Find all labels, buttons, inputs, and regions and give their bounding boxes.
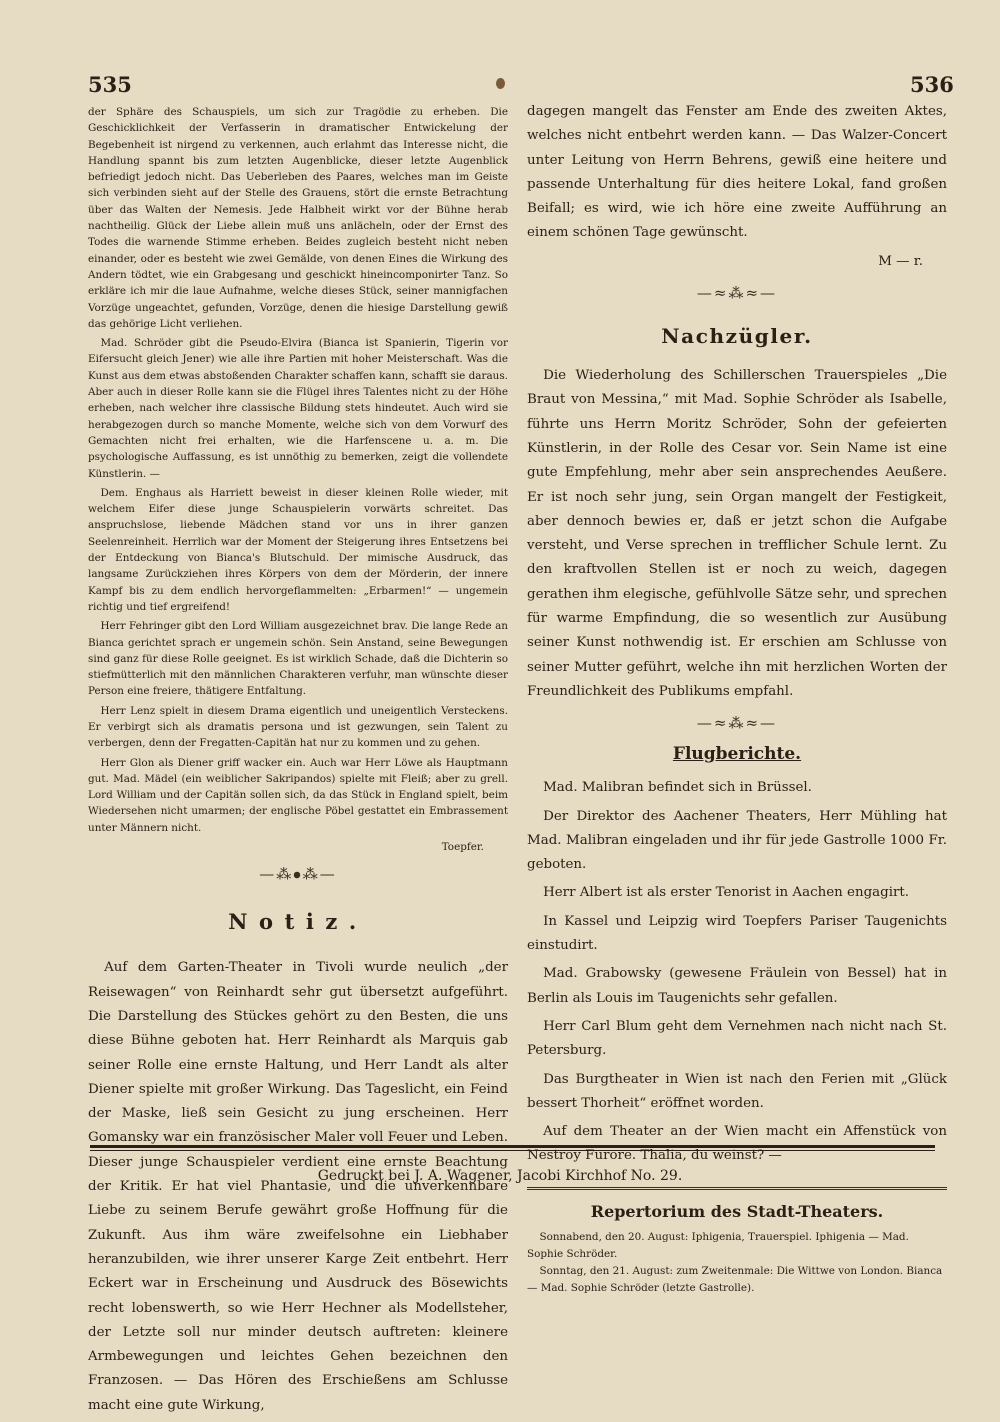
review-paragraph: der Sphäre des Schauspiels, um sich zur Tragödie zu erheben. Die Geschicklichkeit der Verfasserin in dramatischer Entwickelung der Begebenheit ist nirgend zu verkennen, auch erlahmt das Interesse nicht, die Handlung spannt bis zum letzten Augenblicke, dieser letzte Augenblick befriedigt jedoch nicht. Das Ueberleben des Paares, welches man im Geiste sich verbinden sieht auf der Stelle des Grauens, stört die ernste Betrachtung über das Walten der Nemesis. Jede Halbheit wirkt vor der Bühne herab nachtheilig. Glück der Liebe allein muß uns anlächeln, oder der Ernst des Todes die warnende Stimme erheben. Beides zugleich besteht nicht neben einander, oder es besteht wie zwei Gemälde, von denen Eines die Wirkung des Andern tödtet, wie ein Grabgesang und geschickt hineincomponirter Tanz. So erkläre ich mir die laue Aufnahme, welche dieses Stück, seiner mannigfachen Vorzüge ungeachtet, gefunden, Vorzüge, denen die hiesige Darstellung gewiß das gehörige Licht verliehen. bbox=[88, 106, 508, 330]
page-number-right: 536 bbox=[910, 72, 954, 97]
left-column bbox=[88, 104, 508, 1422]
flug-item: Herr Albert ist als erster Tenorist in Aachen engagirt. bbox=[543, 885, 910, 901]
page-number-left: 535 bbox=[88, 72, 132, 97]
right-column bbox=[527, 100, 947, 1297]
review-signature: Toepfer. bbox=[441, 841, 484, 854]
repertorium-entry: Sonntag, den 21. August: zum Zweitenmale: Die Wittwe von London. Bianca — Mad. Sophie Schröder (letzte Gastrolle). bbox=[527, 1264, 943, 1294]
flug-item: Herr Carl Blum geht dem Vernehmen nach nicht nach St. Petersburg. bbox=[527, 1018, 947, 1059]
nachzuegler-heading: Nachzügler. bbox=[661, 324, 813, 349]
repertorium-entry: Sonnabend, den 20. August: Iphigenia, Trauerspiel. Iphigenia — Mad. Sophie Schröder. bbox=[527, 1230, 909, 1260]
printer-imprint: Gedruckt bei J. A. Wagener, Jacobi Kirchhof No. 29. bbox=[317, 1168, 683, 1184]
flug-item: Mad. Malibran befindet sich in Brüssel. bbox=[543, 780, 812, 796]
flug-item: Das Burgtheater in Wien ist nach den Ferien mit „Glück bessert Thorheit“ eröffnet worden. bbox=[527, 1071, 947, 1111]
flug-item: Mad. Grabowsky (gewesene Fräulein von Bessel) hat in Berlin als Louis im Taugenichts sehr gefallen. bbox=[527, 966, 947, 1006]
section-ornament: —≈⁂≈— bbox=[696, 284, 778, 303]
review-paragraph: Herr Glon als Diener griff wacker ein. Auch war Herr Löwe als Hauptmann gut. Mad. Mädel (ein weiblicher Sakripandos) spielte mit Fleiß; aber zu grell. Lord William und der Capitän sollen sich, da das Stück in England spielt, beim Wiedersehen nicht umarmen; der englische Pöbel gestattet ein Embrassement unter Männern nicht. bbox=[88, 756, 508, 834]
footer-rule bbox=[90, 1145, 935, 1151]
flugberichte-heading: Flugberichte. bbox=[672, 744, 802, 765]
notiz-heading: Notiz. bbox=[228, 909, 368, 935]
review-paragraph: Herr Fehringer gibt den Lord William ausgezeichnet brav. Die lange Rede an Bianca gerichtet sprach er ungemein schön. Sein Anstand, seine Bewegungen sind ganz für diese Rolle geeignet. Es ist wirklich Schade, daß die Dichterin so stiefmütterlich mit den männlichen Charakteren verfuhr, man wünschte dieser Person eine freiere, thätigere Entfaltung. bbox=[88, 620, 508, 698]
review-paragraph: Mad. Schröder gibt die Pseudo-Elvira (Bianca ist Spanierin, Tigerin vor Eifersucht gleich Jener) wie alle ihre Partien mit hoher Meisterschaft. Was die Kunst aus dem etwas abstoßenden Charakter schaffen kann, schafft sie daraus. Aber auch in dieser Rolle kann sie die Flügel ihres Talentes nicht zu der Höhe erheben, nach welcher ihre classische Bildung stets hindeutet. Auch wird sie herabgezogen durch so manche Momente, welche sich von dem Vorwurf des Gemachten nicht frei erhalten, wie die Harfenscene u. a. m. Die psychologische Auffassung, es ist unnöthig zu bemerken, zeigt die vollendete Künstlerin. — bbox=[88, 337, 508, 480]
review-paragraph: Herr Lenz spielt in diesem Drama eigentlich und uneigentlich Versteckens. Er verbirgt sich als dramatis persona und ist gezwungen, sein Talent zu verbergen, denn der Fregatten-Capitän hat nur zu kommen und zu gehen. bbox=[88, 704, 508, 750]
section-ornament: —⁂⦁⁂— bbox=[259, 865, 337, 884]
notiz-paragraph: Auf dem Garten-Theater in Tivoli wurde neulich „der Reisewagen“ von Reinhardt sehr gut übersetzt aufgeführt. Die Darstellung des Stückes gehört zu den Besten, die uns diese Bühne geboten hat. Herr Reinhardt als Marquis gab seiner Rolle eine ernste Haltung, und Herr Landt als alter Diener spielte mit großer Wirkung. Das Tageslicht, ein Feind der Maske, ließ sein Gesicht zu jung erscheinen. Herr Gomansky war ein französischer Maler voll Feuer und Leben. Dieser junge Schauspieler verdient eine ernste Beachtung der Kritik. Er hat viel Phantasie, und die unverkennbare Liebe zu seinem Berufe gewährt große Hoffnung für die Zukunft. Aus ihm wäre zweifelsohne ein Liebhaber heranzubilden, wie ihrer unserer Karge Zeit entbehrt. Herr Eckert war in Erscheinung und Ausdruck des Bösewichts recht lobenswerth, so wie Herr Hechner als Modellsteher, der Letzte soll nur minder deutsch auftreten: kleinere Armbewegungen und leichtes Gehen bezeichnen den Franzosen. — Das Hören des Erschießens am Schlusse macht eine gute Wirkung, bbox=[88, 960, 508, 1413]
continuation-signature: M — r. bbox=[878, 253, 923, 269]
section-rule bbox=[527, 1187, 947, 1190]
flug-item: Der Direktor des Aachener Theaters, Herr Mühling hat Mad. Malibran eingeladen und ihr für jede Gastrolle 1000 Fr. geboten. bbox=[527, 808, 947, 873]
flug-item: In Kassel und Leipzig wird Toepfers Pariser Taugenichts einstudirt. bbox=[527, 913, 947, 954]
ink-fleck bbox=[496, 78, 505, 89]
continuation-paragraph: dagegen mangelt das Fenster am Ende des zweiten Aktes, welches nicht entbehrt werden kann. — Das Walzer-Concert unter Leitung von Herrn Behrens, gewiß eine heitere und passende Unterhaltung für dies heitere Lokal, fand großen Beifall; es wird, wie ich höre eine zweite Aufführung an einem schönen Tage gewünscht. bbox=[527, 104, 947, 241]
nachzuegler-paragraph: Die Wiederholung des Schillerschen Trauerspieles „Die Braut von Messina,“ mit Mad. Sophie Schröder als Isabelle, führte uns Herrn Moritz Schröder, Sohn der gefeierten Künstlerin, in der Rolle des Cesar vor. Sein Name ist eine gute Empfehlung, mehr aber sein ansprechendes Aeußere. Er ist noch sehr jung, sein Organ mangelt der Festigkeit, aber dennoch bewies er, daß er jetzt schon die Aufgabe versteht, und Verse sprechen in trefflicher Schule lernt. Zu den kraftvollen Stellen ist er noch zu weich, dagegen gerathen ihm elegische, gefühlvolle Sätze sehr, und sprechen für warme Empfindung, die so wesentlich zur Ausübung seiner Kunst nothwendig ist. Er erschien am Schlusse von seiner Mutter geführt, welche ihn mit herzlichen Worten der Freundlichkeit des Publikums empfahl. bbox=[527, 368, 947, 699]
review-paragraph: Dem. Enghaus als Harriett beweist in dieser kleinen Rolle wieder, mit welchem Eifer diese junge Schauspielerin vorwärts schreitet. Das anspruchslose, liebende Mädchen stand vor uns in ihrer ganzen Seelenreinheit. Herrlich war der Moment der Steigerung ihres Entsetzens bei der Entdeckung von Bianca's Blutschuld. Der mimische Ausdruck, das langsame Zurückziehen ihres Körpers von dem der Mörderin, der innere Kampf bis zu dem endlich hervorgeflammelten: „Erbarmen!“ — ungemein richtig und tief ergreifend! bbox=[88, 486, 508, 613]
flug-item: Auf dem Theater an der Wien macht ein Affenstück von Nestroy Furore. Thalia, du weinst? — bbox=[527, 1124, 947, 1164]
section-ornament: —≈⁂≈— bbox=[696, 714, 778, 733]
repertorium-heading: Repertorium des Stadt-Theaters. bbox=[590, 1201, 884, 1221]
